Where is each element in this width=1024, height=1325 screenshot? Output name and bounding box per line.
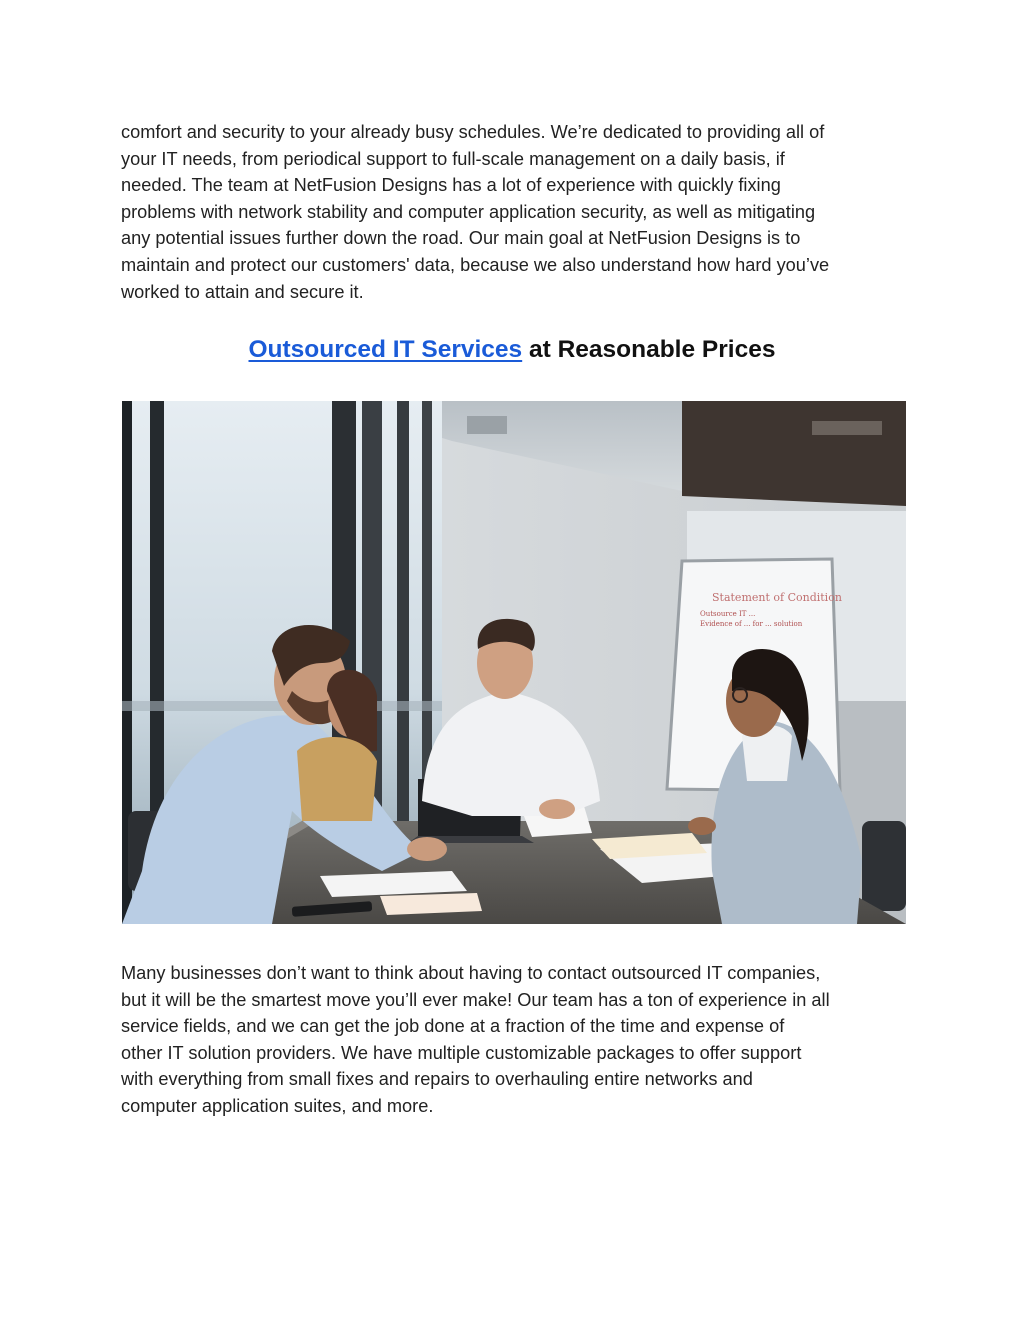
paragraph-line: your IT needs, from periodical support to full-scale management on a daily basis, if <box>121 148 785 169</box>
paragraph-line: problems with network stability and computer application security, as well as mitigating <box>121 201 816 222</box>
flipchart-line-1: Outsource IT ... <box>700 610 756 618</box>
paragraph-line: comfort and security to your already busy schedules. We’re dedicated to providing all of <box>121 122 825 142</box>
paragraph-line: but it will be the smartest move you’ll ever make! Our team has a ton of experience in all <box>121 989 830 1010</box>
intro-paragraph <box>121 119 911 305</box>
body-paragraph <box>121 960 911 1120</box>
flipchart-title: Statement of Condition <box>712 591 842 604</box>
paragraph-line: service fields, and we can get the job done at a fraction of the time and expense of <box>121 1016 785 1037</box>
section-heading-rest: at Reasonable Prices <box>522 336 776 363</box>
section-heading <box>0 336 1024 364</box>
paragraph-line: with everything from small fixes and repairs to overhauling entire networks and <box>121 1069 753 1090</box>
paragraph-line: computer application suites, and more. <box>121 1095 434 1116</box>
paragraph-line: needed. The team at NetFusion Designs has a lot of experience with quickly fixing <box>121 175 781 196</box>
paragraph-line: worked to attain and secure it. <box>121 281 364 302</box>
flipchart-line-2: Evidence of ... for ... solution <box>700 620 803 628</box>
outsourced-it-services-link[interactable]: Outsourced IT Services <box>248 336 523 363</box>
paragraph-line: maintain and protect our customers' data, because we also understand how hard you’ve <box>121 254 830 275</box>
paragraph-line: any potential issues further down the road. Our main goal at NetFusion Designs is to <box>121 228 801 249</box>
meeting-photo <box>122 401 906 924</box>
paragraph-line: Many businesses don’t want to think about having to contact outsourced IT companies, <box>121 963 821 983</box>
paragraph-line: other IT solution providers. We have multiple customizable packages to offer support <box>121 1042 802 1063</box>
